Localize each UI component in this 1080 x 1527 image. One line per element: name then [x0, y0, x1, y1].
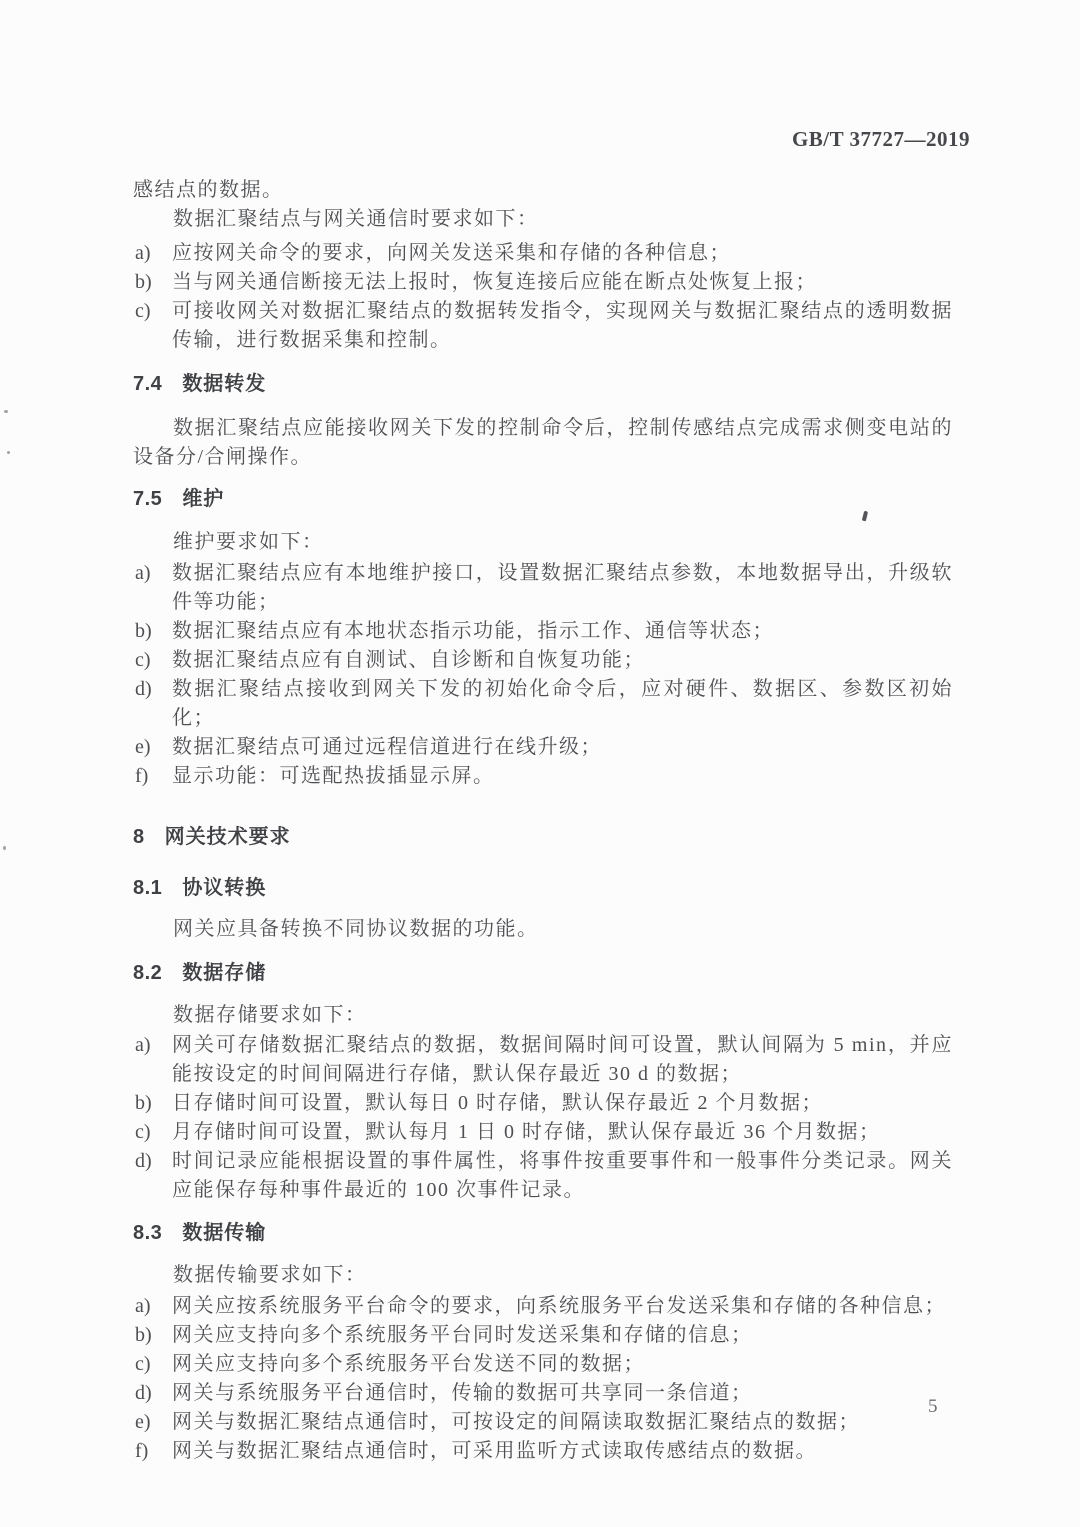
- item-text: 网关应支持向多个系统服务平台发送不同的数据；: [172, 1353, 645, 1375]
- section-heading-8-2: [133, 959, 953, 988]
- scan-speck: [3, 846, 6, 850]
- item-text: 数据汇聚结点应有本地维护接口，设置数据汇聚结点参数，本地数据导出，升级软件等功能；: [172, 562, 953, 613]
- item-text: 网关应支持向多个系统服务平台同时发送采集和存储的信息；: [172, 1324, 753, 1346]
- list-item: [133, 733, 953, 762]
- list-item: [133, 675, 953, 733]
- section-number: 8.3: [133, 1222, 163, 1244]
- section-number: 7.5: [133, 488, 163, 510]
- item-text: 月存储时间可设置，默认每月 1 日 0 时存储，默认保存最近 36 个月数据；: [172, 1121, 881, 1143]
- item-text: 显示功能：可选配热拔插显示屏。: [172, 765, 495, 787]
- section-heading-7-4: [133, 370, 953, 399]
- item-text: 网关与数据汇聚结点通信时，可采用监听方式读取传感结点的数据。: [172, 1440, 817, 1462]
- item-label: d): [135, 678, 152, 700]
- item-label: a): [135, 1034, 151, 1056]
- item-text: 当与网关通信断接无法上报时，恢复连接后应能在断点处恢复上报；: [172, 271, 817, 293]
- paragraph-trans-intro: 数据传输要求如下：: [173, 1264, 367, 1286]
- scan-speck: [7, 451, 10, 454]
- item-text: 网关与数据汇聚结点通信时，可按设定的间隔读取数据汇聚结点的数据；: [172, 1411, 860, 1433]
- item-text: 网关与系统服务平台通信时，传输的数据可共享同一条信道；: [172, 1382, 753, 1404]
- list-item: [133, 646, 953, 675]
- section-title: 数据传输: [182, 1222, 267, 1244]
- page-number: 5: [928, 1396, 938, 1417]
- item-text: 网关可存储数据汇聚结点的数据，数据间隔时间可设置，默认间隔为 5 min，并应能按设定的时间间隔进行存储，默认保存最近 30 d 的数据；: [172, 1034, 953, 1085]
- list-item: [133, 1437, 953, 1466]
- section-heading-7-5: [133, 485, 953, 514]
- item-text: 时间记录应能根据设置的事件属性，将事件按重要事件和一般事件分类记录。网关应能保存每种事件最近的 100 次事件记录。: [172, 1150, 953, 1201]
- list-item: [133, 1379, 953, 1408]
- item-text: 网关应按系统服务平台命令的要求，向系统服务平台发送采集和存储的各种信息；: [172, 1295, 946, 1317]
- list-item: [133, 268, 953, 297]
- doc-code: GB/T 37727—2019: [791, 127, 970, 151]
- item-text: 数据汇聚结点接收到网关下发的初始化命令后，应对硬件、数据区、参数区初始化；: [172, 678, 953, 729]
- item-label: a): [135, 1295, 151, 1317]
- list-storage-requirements: [133, 1031, 953, 1205]
- list-transmission-requirements: [133, 1292, 953, 1466]
- section-heading-8-1: [133, 874, 953, 903]
- item-label: a): [135, 242, 151, 264]
- item-label: f): [135, 1440, 149, 1462]
- section-number: 8.2: [133, 962, 163, 984]
- section-title: 协议转换: [182, 877, 267, 899]
- item-label: f): [135, 765, 149, 787]
- item-label: b): [135, 271, 152, 293]
- list-item: [133, 239, 953, 268]
- list-item: [133, 617, 953, 646]
- section-number: 7.4: [133, 373, 163, 395]
- item-label: c): [135, 1353, 151, 1375]
- item-label: b): [135, 620, 152, 642]
- list-item: [133, 1408, 953, 1437]
- paragraph-continuation: 感结点的数据。: [133, 179, 284, 201]
- item-text: 日存储时间可设置，默认每日 0 时存储，默认保存最近 2 个月数据；: [172, 1092, 823, 1114]
- list-item: [133, 1089, 953, 1118]
- item-label: a): [135, 562, 151, 584]
- section-title: 数据转发: [182, 373, 267, 395]
- item-label: b): [135, 1324, 152, 1346]
- list-item: [133, 762, 953, 791]
- list-item: [133, 1321, 953, 1350]
- chapter-title: 网关技术要求: [164, 826, 291, 848]
- section-heading-8-3: [133, 1219, 953, 1248]
- item-label: d): [135, 1382, 152, 1404]
- paragraph-maint-intro: 维护要求如下：: [173, 531, 324, 553]
- list-item: [133, 1147, 953, 1205]
- list-item: [133, 1292, 953, 1321]
- item-text: 数据汇聚结点可通过远程信道进行在线升级；: [172, 736, 602, 758]
- list-item: [133, 297, 953, 355]
- item-label: d): [135, 1150, 152, 1172]
- paragraph-7-4: 数据汇聚结点应能接收网关下发的控制命令后，控制传感结点完成需求侧变电站的设备分/合闸操作。: [133, 417, 953, 468]
- list-comm-requirements: [133, 239, 953, 355]
- page-content: [133, 176, 953, 1466]
- list-item: [133, 1118, 953, 1147]
- list-item: [133, 1031, 953, 1089]
- list-item: [133, 1350, 953, 1379]
- item-text: 数据汇聚结点应有本地状态指示功能，指示工作、通信等状态；: [172, 620, 774, 642]
- item-label: c): [135, 649, 151, 671]
- paragraph-storage-intro: 数据存储要求如下：: [173, 1004, 367, 1026]
- section-number: 8.1: [133, 877, 163, 899]
- item-label: b): [135, 1092, 152, 1114]
- item-label: e): [135, 1411, 151, 1433]
- item-label: c): [135, 1121, 151, 1143]
- section-title: 维护: [182, 488, 225, 510]
- chapter-heading-8: [133, 823, 953, 852]
- item-text: 应按网关命令的要求，向网关发送采集和存储的各种信息；: [172, 242, 731, 264]
- chapter-number: 8: [133, 826, 145, 848]
- section-title: 数据存储: [182, 962, 267, 984]
- list-item: [133, 559, 953, 617]
- item-label: e): [135, 736, 151, 758]
- paragraph-comm-intro: 数据汇聚结点与网关通信时要求如下：: [173, 208, 539, 230]
- list-maintenance-requirements: [133, 559, 953, 791]
- item-text: 可接收网关对数据汇聚结点的数据转发指令，实现网关与数据汇聚结点的透明数据传输，进行数据采集和控制。: [172, 300, 953, 351]
- item-label: c): [135, 300, 151, 322]
- paragraph-8-1: 网关应具备转换不同协议数据的功能。: [173, 918, 539, 940]
- item-text: 数据汇聚结点应有自测试、自诊断和自恢复功能；: [172, 649, 645, 671]
- scan-speck: [4, 410, 8, 413]
